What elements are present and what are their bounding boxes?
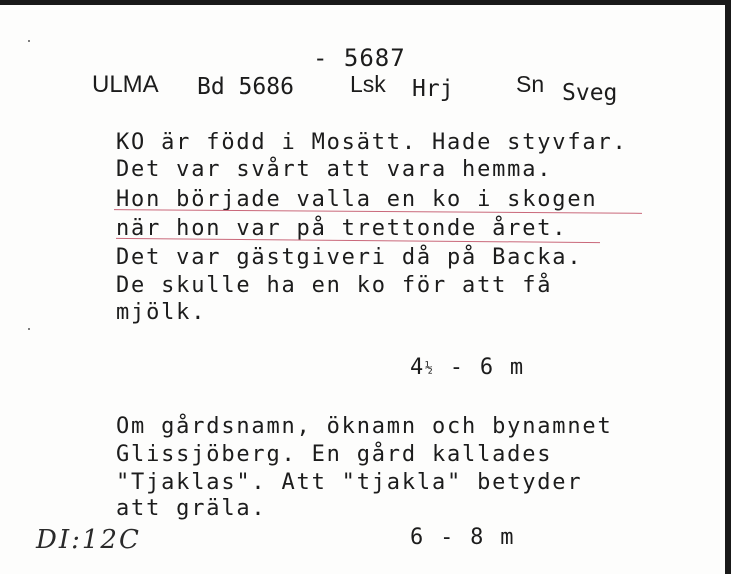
text-line-underlined: när hon var på trettonde året. xyxy=(116,216,568,241)
text-line: Det var gästgiveri då på Backa. xyxy=(116,245,583,270)
record-number: - 5687 xyxy=(313,44,406,72)
province-value: Hrj xyxy=(412,76,454,102)
duration-whole: 4 xyxy=(410,355,426,380)
text-line: att gräla. xyxy=(116,496,267,521)
card-right-edge xyxy=(725,0,731,574)
duration-fraction: ½ xyxy=(425,361,435,376)
text-line: mjölk. xyxy=(116,300,207,325)
margin-mark xyxy=(28,328,30,330)
text-line: KO är född i Mosätt. Hade styvfar. xyxy=(116,130,628,155)
parish-label: Sn xyxy=(516,71,545,97)
text-line: Glissjöberg. En gård kallades xyxy=(116,442,553,467)
text-line-underlined: Hon började valla en ko i skogen xyxy=(116,187,598,212)
text-line: Om gårdsnamn, öknamn och bynamnet xyxy=(116,414,613,439)
duration-rest: - 6 m xyxy=(434,355,525,380)
card-top-edge xyxy=(0,0,731,5)
parish-value: Sveg xyxy=(562,80,618,106)
text-line: "Tjaklas". Att "tjakla" betyder xyxy=(116,470,583,495)
archive-code: ULMA xyxy=(92,71,159,98)
handwritten-note: DI:12C xyxy=(36,525,141,555)
recording-duration: 6 - 8 m xyxy=(410,525,516,550)
recording-duration xyxy=(410,355,525,380)
margin-mark xyxy=(28,40,30,42)
landscape-label: Lsk xyxy=(350,71,386,97)
volume-label: Bd 5686 xyxy=(197,74,294,100)
text-line: Det var svårt att vara hemma. xyxy=(116,157,553,182)
text-line: De skulle ha en ko för att få xyxy=(116,273,553,298)
